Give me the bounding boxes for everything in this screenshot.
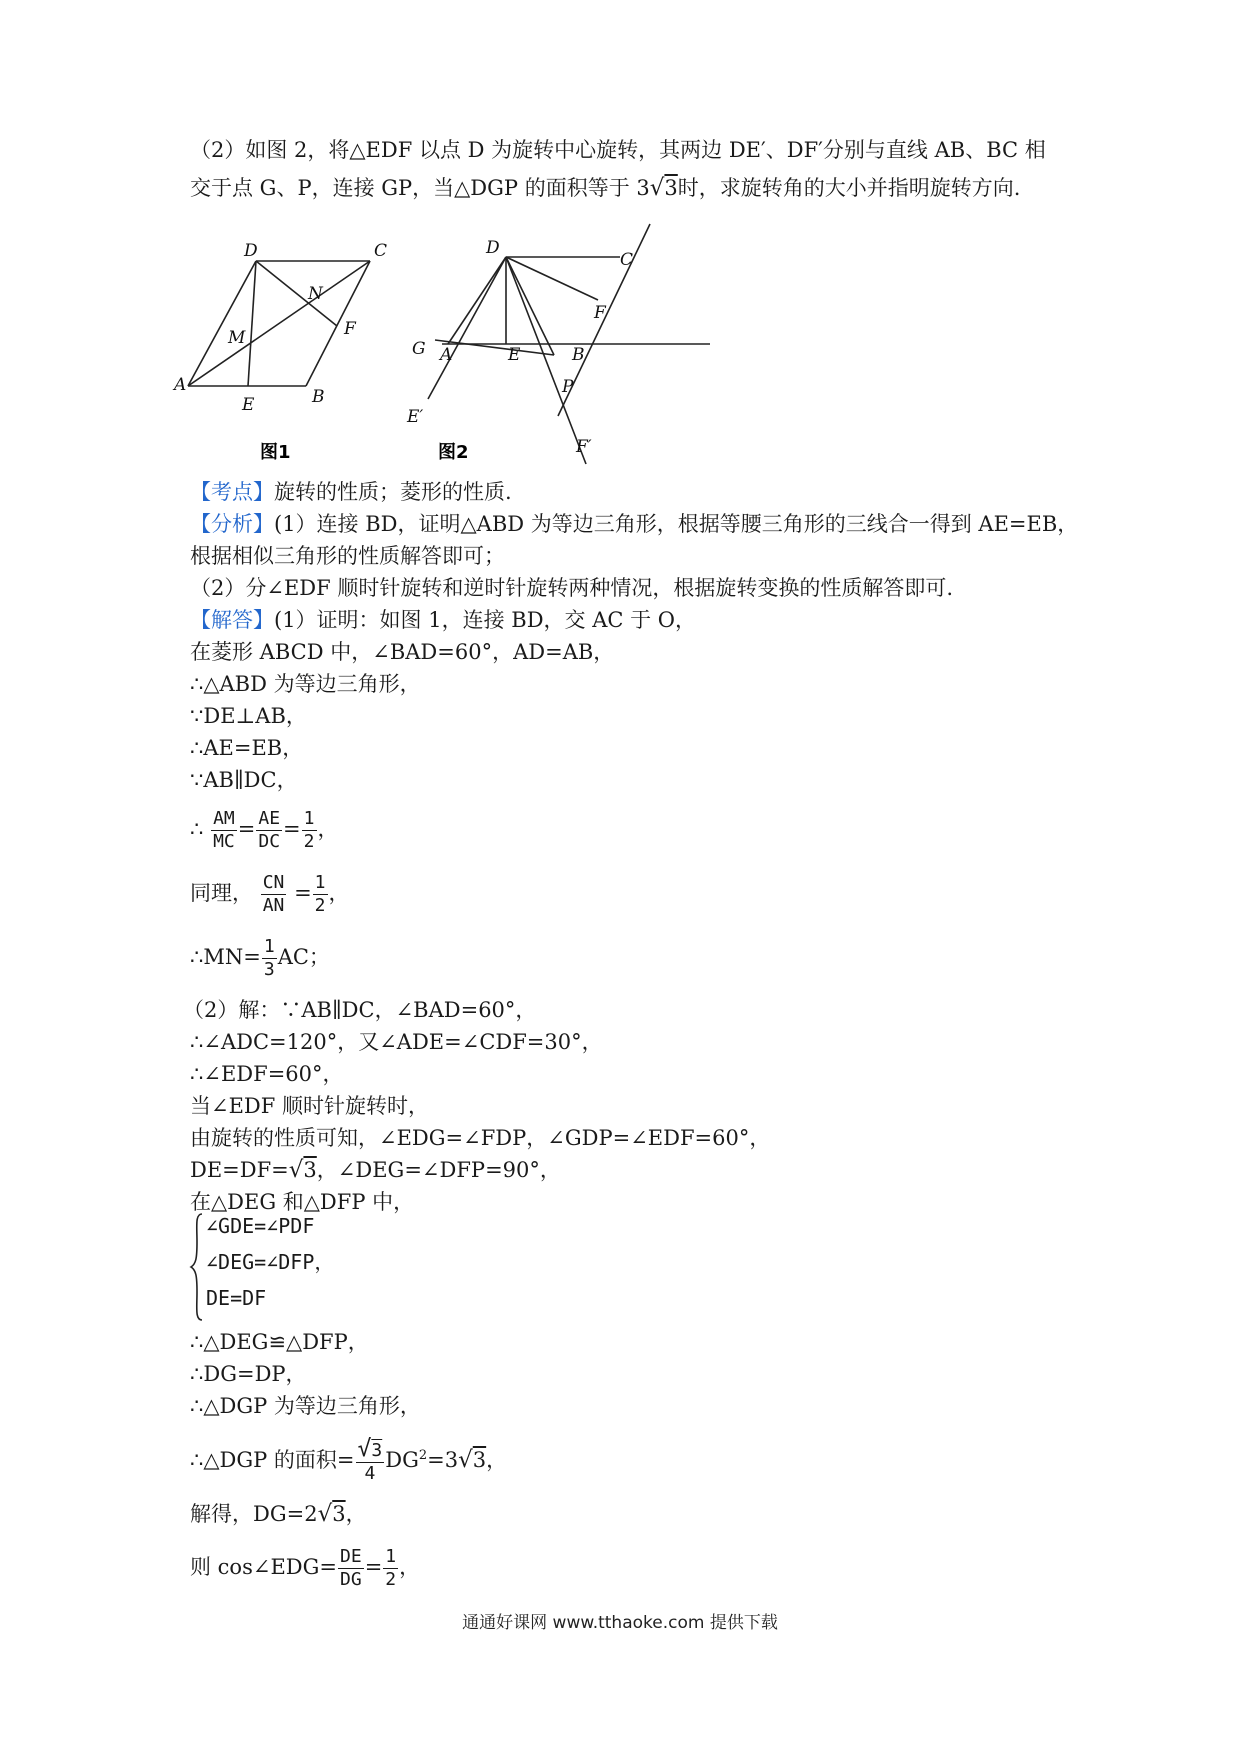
solution-line xyxy=(190,1060,344,1088)
solution-line xyxy=(190,670,421,698)
solution-text: ∴△DEG≌△DFP， xyxy=(190,1330,369,1354)
fraction-numerator: AM xyxy=(213,808,235,829)
solution-text: 在△DEG 和△DFP 中， xyxy=(190,1190,415,1214)
fig2-ray-de-prime xyxy=(428,257,506,399)
fraction-ae-dc xyxy=(256,808,282,853)
fraction-denominator: 2 xyxy=(314,895,326,916)
figures-svg xyxy=(174,238,710,468)
sqrt-sign: √ xyxy=(288,1157,304,1183)
fraction-de-dg xyxy=(338,1546,364,1591)
equation-system xyxy=(190,1212,390,1322)
sqrt-sign: √ xyxy=(458,1447,473,1473)
solution-line xyxy=(190,766,298,794)
fig1-segment-de xyxy=(248,261,256,386)
fraction-numerator: 1 xyxy=(303,808,315,829)
fraction-one-third xyxy=(262,936,277,981)
fraction-denominator: MC xyxy=(213,831,235,852)
fraction-one-half xyxy=(313,872,328,917)
fenxi-text-2: 根据相似三角形的性质解答即可； xyxy=(190,544,505,568)
fraction-one-half xyxy=(383,1546,398,1591)
fraction-denominator: AN xyxy=(262,895,285,916)
punctuation: ， xyxy=(317,817,339,841)
sqrt-radicand: 3 xyxy=(472,1448,487,1472)
solution-ratio-line-2 xyxy=(190,872,350,917)
page-footer: 通通好课网 www.tthaoke.com 提供下载 xyxy=(462,1613,778,1633)
solution-text: ，∠DEG=∠DFP=90°， xyxy=(316,1158,561,1182)
sqrt-radicand: 3 xyxy=(303,1158,317,1182)
fig1-label-c: C xyxy=(374,241,388,261)
fig2-label-f: F xyxy=(594,303,606,323)
fig2-segment-dp xyxy=(506,257,554,355)
jieda-line-1 xyxy=(190,606,696,634)
solution-text: 解得，DG=2 xyxy=(190,1502,318,1526)
fig1-side-ad xyxy=(188,261,256,386)
solution-text: 在菱形 ABCD 中，∠BAD=60°，AD=AB， xyxy=(190,640,615,664)
punctuation: ， xyxy=(399,1555,421,1579)
solution-text: （2）解：∵AB∥DC，∠BAD=60°， xyxy=(183,998,537,1022)
sqrt-radicand: 3 xyxy=(664,176,678,200)
fenxi-tag: 【分析】 xyxy=(190,512,274,536)
fraction-numerator: CN xyxy=(262,872,285,893)
solution-dg-line xyxy=(190,1500,367,1528)
fraction-denominator: 4 xyxy=(364,1463,376,1484)
fenxi-line-2 xyxy=(190,542,505,570)
solution-text: DG xyxy=(385,1448,419,1472)
fig1-label-e: E xyxy=(242,395,255,415)
fig1-label-n: N xyxy=(308,284,323,304)
fraction-denominator: 2 xyxy=(303,831,315,852)
solution-text: ∴△ABD 为等边三角形， xyxy=(190,672,421,696)
solution-line xyxy=(190,702,307,730)
solution-text: ∴△DGP 为等边三角形， xyxy=(190,1394,421,1418)
fig1-segment-df xyxy=(256,261,337,326)
solution-line xyxy=(190,1328,369,1356)
fraction-denominator: DC xyxy=(258,831,281,852)
equals-sign: = xyxy=(294,881,312,905)
fig1-caption: 图1 xyxy=(260,442,291,463)
fig1-label-a: A xyxy=(174,375,187,395)
solution-line xyxy=(190,638,614,666)
kaodian-tag: 【考点】 xyxy=(190,480,274,504)
fraction-denominator: 3 xyxy=(263,959,275,980)
fig2-side-da xyxy=(448,257,506,344)
solution-line xyxy=(183,996,536,1024)
solution-de-df-line xyxy=(190,1156,561,1184)
solution-text: DE=DF= xyxy=(190,1158,289,1182)
problem-text-2a: 交于点 G、P，连接 GP，当△DGP 的面积等于 3 xyxy=(190,176,650,200)
solution-text: ∴∠EDF=60°， xyxy=(190,1062,344,1086)
fenxi-line-3 xyxy=(190,574,953,602)
equals-sign: = xyxy=(364,1555,383,1579)
solution-text: ∵AB∥DC， xyxy=(190,768,298,792)
punctuation: ， xyxy=(345,1502,367,1526)
solution-line xyxy=(190,1392,421,1420)
fraction-numerator: 1 xyxy=(314,872,326,893)
solution-line xyxy=(190,1028,603,1056)
solution-line xyxy=(190,734,303,762)
fig2-label-p: P xyxy=(562,377,574,397)
fenxi-text-3: （2）分∠EDF 顺时针旋转和逆时针旋转两种情况，根据旋转变换的性质解答即可. xyxy=(190,576,954,600)
sqrt-sign: √ xyxy=(649,175,665,201)
left-brace-icon xyxy=(190,1212,204,1322)
mn-text: ∴MN= xyxy=(190,945,261,969)
sqrt-radicand: 3 xyxy=(371,1440,383,1461)
fraction-am-mc xyxy=(211,808,237,853)
fig2-caption: 图2 xyxy=(438,442,469,463)
fig2-label-f-prime: F′ xyxy=(576,437,592,457)
system-row-3: DE=DF xyxy=(206,1286,267,1310)
solution-line xyxy=(190,1092,429,1120)
problem-text-1: （2）如图 2，将△EDF 以点 D 为旋转中心旋转，其两边 DE′、DF′分别与直线 AB、BC 相 xyxy=(190,138,1046,162)
fraction-numerator: 1 xyxy=(385,1546,397,1567)
fraction-numerator: DE xyxy=(340,1546,362,1567)
kaodian-line xyxy=(190,478,512,506)
geometry-figures xyxy=(174,238,710,468)
solution-line xyxy=(190,1124,770,1152)
sqrt-sign: √ xyxy=(357,1436,372,1462)
fig1-side-cb xyxy=(306,261,370,386)
fraction-numerator: AE xyxy=(258,808,281,829)
solution-text: =3 xyxy=(427,1448,459,1472)
sqrt-sign: √ xyxy=(317,1501,333,1527)
solution-text: 则 cos∠EDG= xyxy=(190,1555,337,1579)
fraction-denominator: 2 xyxy=(385,1569,397,1590)
jieda-text-1: (1）证明：如图 1，连接 BD，交 AC 于 O， xyxy=(274,608,697,632)
fig2-label-e: E xyxy=(508,345,521,365)
fraction-numerator xyxy=(356,1438,385,1463)
problem-line-1 xyxy=(190,136,1046,164)
fig1-label-f: F xyxy=(344,319,356,339)
solution-text: ∵DE⊥AB， xyxy=(190,704,307,728)
punctuation: ， xyxy=(486,1448,508,1472)
fraction-denominator: DG xyxy=(340,1569,362,1590)
fenxi-text-1: (1）连接 BD，证明△ABD 为等边三角形，根据等腰三角形的三线合一得到 AE=EB， xyxy=(274,512,1079,536)
system-row-1: ∠GDE=∠PDF xyxy=(206,1214,315,1238)
fraction-numerator: 1 xyxy=(263,936,275,957)
solution-ratio-line xyxy=(190,808,339,853)
fraction-sqrt3-over-4 xyxy=(356,1438,385,1485)
kaodian-text: 旋转的性质；菱形的性质. xyxy=(274,480,512,504)
problem-text-2b: 时，求旋转角的大小并指明旋转方向. xyxy=(677,176,1021,200)
fig2-label-e-prime: E′ xyxy=(407,407,424,427)
figure-2 xyxy=(428,224,710,464)
solution-text: ∴△DGP 的面积= xyxy=(190,1448,355,1472)
solution-text: 由旋转的性质可知，∠EDG=∠FDP，∠GDP=∠EDF=60°， xyxy=(190,1126,771,1150)
solution-cos-line xyxy=(190,1546,420,1591)
solution-mn-line xyxy=(190,936,330,981)
ac-text: AC； xyxy=(277,945,330,969)
solution-text: ∴AE=EB， xyxy=(190,736,304,760)
figure-1 xyxy=(188,261,370,386)
problem-line-2 xyxy=(190,174,1020,202)
fig1-label-b: B xyxy=(312,387,325,407)
punctuation: ， xyxy=(328,881,350,905)
system-row-2: ∠DEG=∠DFP， xyxy=(206,1250,335,1274)
fraction-cn-an xyxy=(261,872,287,917)
fig2-label-a: A xyxy=(440,345,453,365)
therefore-sign: ∴ xyxy=(190,817,204,841)
fig2-label-c: C xyxy=(620,250,634,270)
fig2-label-d: D xyxy=(486,238,500,258)
sqrt-radicand: 3 xyxy=(332,1502,346,1526)
solution-text: ∴∠ADC=120°，又∠ADE=∠CDF=30°， xyxy=(190,1030,603,1054)
solution-text: ∴DG=DP， xyxy=(190,1362,307,1386)
jieda-tag: 【解答】 xyxy=(190,608,274,632)
fig1-label-d: D xyxy=(244,241,258,261)
solution-text: 当∠EDF 顺时针旋转时， xyxy=(190,1094,430,1118)
equals-sign: = xyxy=(237,817,256,841)
solution-line xyxy=(190,1360,307,1388)
fraction-one-half xyxy=(302,808,317,853)
superscript: 2 xyxy=(418,1448,428,1463)
fenxi-line-1 xyxy=(190,510,1078,538)
solution-area-line xyxy=(190,1438,507,1485)
equals-sign: = xyxy=(283,817,301,841)
tongli-text: 同理， xyxy=(190,881,253,905)
fig2-label-g: G xyxy=(412,339,426,359)
fig1-label-m: M xyxy=(228,328,246,348)
fig2-label-b: B xyxy=(572,345,585,365)
